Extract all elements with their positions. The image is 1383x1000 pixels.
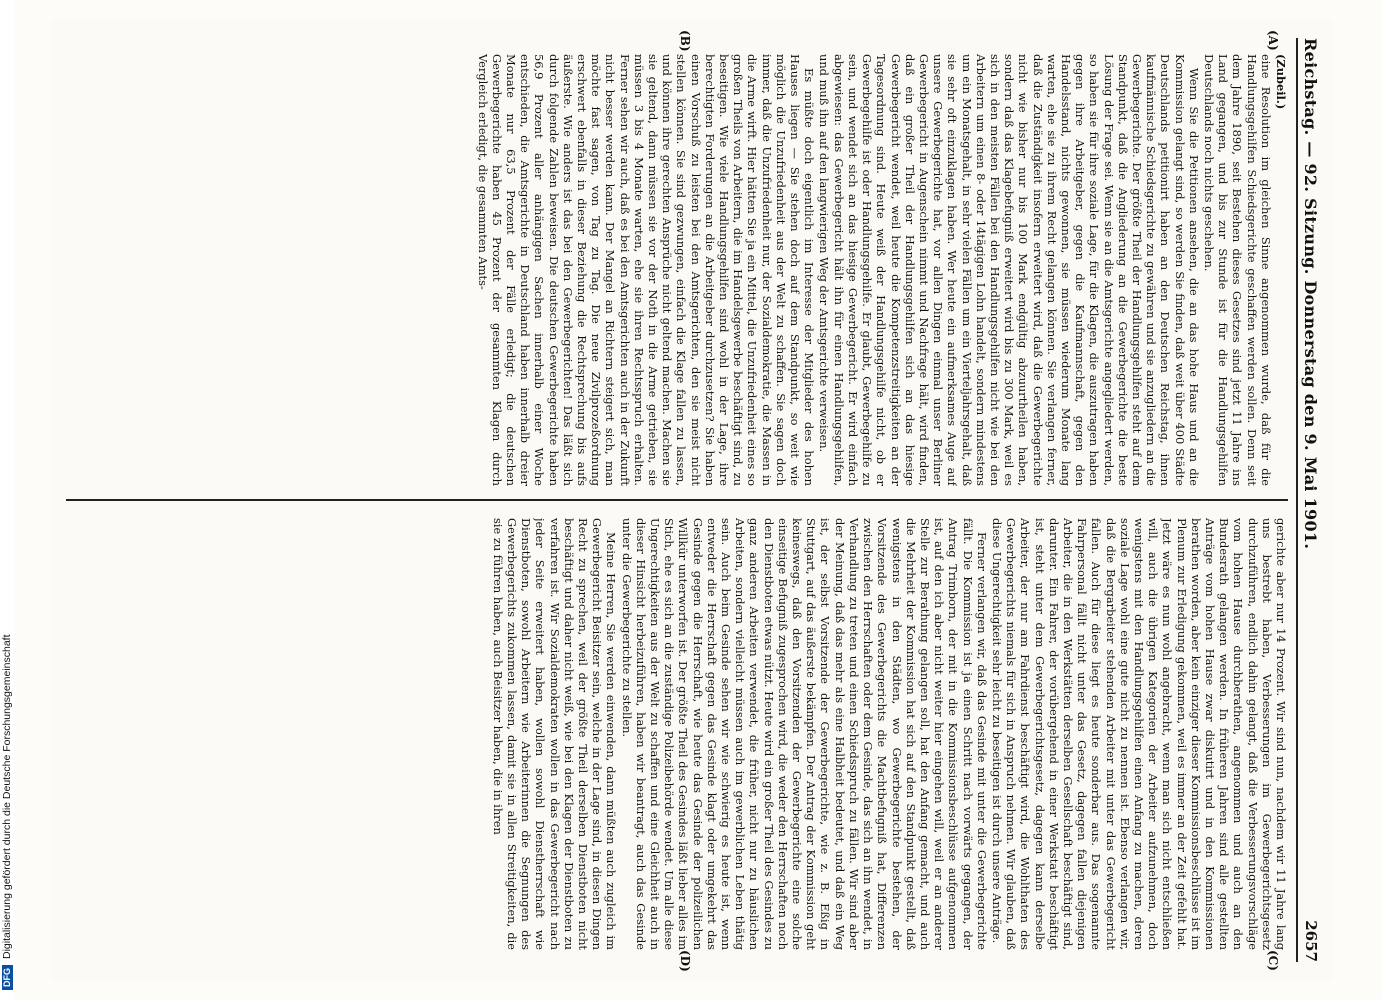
margin-marker-d: (D) (677, 950, 692, 972)
funding-text: Digitalisierung gefördert durch die Deutsche Forschungsgemeinschaft (1, 634, 13, 959)
page-title: Reichstag. — 92. Sitzung. Donnerstag den 9. Mai 1901. (1301, 38, 1320, 550)
left-column (66, 54, 1288, 486)
margin-marker-a: (A) (1265, 30, 1280, 51)
column-divider (66, 499, 1288, 501)
footer-strip (0, 0, 14, 1000)
right-column (66, 518, 1288, 950)
paragraph: Ferner verlangen wir, daß das Gesinde mit unter die Gewerbegerichte fällt. Die Kommission ist ja einen Schritt nach vorwärts gegangen, der Antrag Trimborn, der mit in die Kommissionsbeschlüsse aufgenommen ist, auf den ich aber nicht weiter hier eingehen will, weil er an anderer Stelle zur Berathung gelangen soll, hat den Anfang gemacht, und auch die Mehrheit der Kommission hat sich auf den Standpunkt gestellt, daß wenigstens in den Städten, wo Gewerbegerichte bestehen, der Vorsitzende des Gewerbegerichts die Machtbefugniß hat, Differenzen zwischen den Herrschaften oder dem Gesinde, das sich an ihn wendet, in Verhandlung zu treten und einen Schiedsspruch zu fällen. Wir sind aber der Meinung, daß das mehr als eine Halbheit bedeutet, und daß ein Weg ist, der selbst Vorsitzende der Gewerbegerichte, wie z. B. Eßig in Stuttgart, auf das äußerste bekämpfen. Der Antrag der Kommission geht keineswegs, daß den Vorsitzenden der Gewerbegerichte eine solche einseitige Befugniß zugesprochen wird, die weder den Herrschaften noch den Dienstboten etwas nützt. Heute wird ein großer Theil des Gesindes zu ganz anderen Arbeiten verwendet, die früher, nicht nur zu häuslichen Arbeiten, sondern vielleicht müssen auch im gewerblichen Leben thätig sein. Auch beim Gesinde sehen wir wie schwierig es heute ist, wenn entweder die Herrschaft gegen das Gesinde klagt oder umgekehrt das Gesinde gegen die Herrschaft, wie heute das Gesinde der polizeilichen Willkür unterworfen ist. Der größte Theil des Gesindes läßt lieber alles im Stich, ehe es sich an die zuständige Polizeibehörde wendet. Um alle diese Ungerechtigkeiten aus der Welt zu schaffen und eine Gleichheit auch in dieser Hinsicht herbeizuführen, haben wir beantragt, auch das Gesinde unter die Gewerbegerichte zu stellen. (619, 518, 989, 950)
margin-marker-b: (B) (677, 30, 692, 52)
margin-marker-c: (C) (1265, 950, 1280, 971)
paragraph: gerichte aber nur 14 Prozent. Wir sind nun, nachdem wir 11 Jahre lang uns bestrebt haben, Verbesserungen im Gewerbegerichtsgesetz durchzuführen, endlich dahin gelangt, daß die Verbesserungsvorschläge vom hohen Hause durchberathen, angenommen und auch an den Bundesrath gelangen werden. In früheren Jahren sind alle gestellten Anträge vom hohen Hause zwar diskutirt und in den Kommissionen berathen worden, aber kein einziger dieser Kommissionsbeschlüsse ist im Plenum zur Erledigung gekommen, weil es immer an der Zeit gefehlt hat. Jetzt wäre es nun wohl angebracht, wenn man sich nicht entschließen will, auch die übrigen Kategorien der Arbeiter aufzunehmen, doch wenigstens mit den Handlungsgehilfen einen Anfang zu machen, deren soziale Lage wohl eine gute nicht zu nennen ist. Ebenso verlangen wir, daß die Bergarbeiter stehenden Arbeiter mit unter das Gewerbegericht fallen. Auch für diese liegt es heute sonderbar aus. Das sogenannte Fahrpersonal fällt nicht unter das Gesetz, dagegen fallen diejenigen Arbeiter, die in den Werkstätten derselben Gesellschaft beschäftigt sind, darunter. Ein Fahrer, der vorübergehend in einer Werkstatt beschäftigt ist, steht unter dem Gewerbegerichtsgesetz, dagegen kann derselbe Arbeiter, der nur am Fahrdienst beschäftigt wird, die Wohlthaten des Gewerbegerichts niemals für sich in Anspruch nehmen. Wir glauben, daß diese Ungerechtigkeit sehr leicht zu beseitigen ist durch unsere Anträge. (989, 518, 1288, 950)
funding-note (0, 0, 14, 1000)
paragraph: Wenn Sie die Petitionen ansehen, die an das hohe Haus und an die Kommission gelangt sind, so werden Sie finden, daß weit über 400 Städte Deutschlands petitionirt haben an den Deutschen Reichstag, ihnen kaufmännische Schiedsgerichte zu gewähren und sie anzugliedern an die Gewerbegerichte. Der größte Theil der Handlungsgehilfen steht auf dem Standpunkt, daß die Angliederung an die Gewerbegerichte die beste Lösung der Frage sei. Wenn sie an die Amtsgerichte angegliedert werden, so haben sie für ihre soziale Lage, für die Klagen, die auszutragen haben gegen ihre Arbeitgeber, gegen die Kaufmannschaft, gegen den Handelsstand, nichts gewonnen, sie müssen wiederum Monate lang warten, ehe sie zu ihrem Recht gelangen können. Sie verlangen ferner, daß die Zuständigkeit insofern erweitert wird, daß die Gewerbegerichte nicht wie bisher nur bis 100 Mark endgültig abzuurtheilen haben, sondern daß das Klagebefugniß erweitert wird bis zu 300 Mark, weil es sich in den meisten Fällen bei den Handlungsgehilfen nicht wie bei den Arbeitern um einen 8- oder 14tägigen Lohn handelt, sondern mindestens um ein Monatsgehalt, in sehr vielen Fällen um ein Vierteljahrsgehalt, daß sie sehr oft einzuklagen haben. Wer heute ein aufmerksames Auge auf unsere Gewerbegerichte hat, vor allen Dingen einmal unser Berliner Gewerbegericht in Augenschein nimmt und Nachfrage hält, wird finden, daß ein großer Theil der Handlungsgehilfen sich an das hiesige Gewerbegericht wendet, weil heute die Kompetenzstreitigkeiten an der Tagesordnung sind. Heute weiß der Handlungsgehilfe nicht, ob er Gewerbegehilfe ist oder Handlungsgehilfe. Er glaubt, Gewerbegehilfe zu sein, und wendet sich an das hiesige Gewerbegericht. Er wird einfach abgewiesen: das Gewerbegericht hält ihn für einen Handlungsgehilfen, und muß ihn auf den langwierigen Weg der Amtsgerichte verweisen. (817, 54, 1201, 486)
paragraph: eine Resolution im gleichen Sinne angenommen wurde, daß für die Handlungsgehilfen Schiedsgerichte geschaffen werden sollen. Denn seit dem Jahre 1890, seit Bestehen dieses Gesetzes sind jetzt 11 Jahre ins Land gegangen, und bis zur Stunde ist für die Handlungsgehilfen Deutschlands noch nichts geschehen. (1201, 54, 1273, 486)
dfg-logo: DFG (2, 965, 13, 990)
speaker-tag: (Zubeil.) (1273, 54, 1288, 110)
page-header (1296, 38, 1324, 962)
page-number: 2657 (1301, 920, 1320, 962)
paragraph: Es müßte doch eigentlich im Interesse der Mitglieder des hohen Hauses liegen — Sie stehen doch auf dem Standpunkt, so weit wie möglich die Unzufriedenheit aus der Welt zu schaffen. Sie sagen doch immer, daß die Unzufriedenheit nur, der Sozialdemokratie, die Massen in die Arme wirft. Hier hätten Sie ja ein Mittel, die Unzufriedenheit eines so großen Theils von Arbeitern, die im Handelsgewerbe beschäftigt sind, zu beseitigen. Wie viele Handlungsgehilfen sind wohl in der Lage, ihre berechtigten Forderungen an die Arbeitgeber durchzusetzen? Sie haben einen Vorschuß zu leisten bei den Amtsgerichten, den sie meist nicht stellen können. Sie sind gezwungen, einfach die Klage fallen zu lassen, und können ihre gerechten Ansprüche nicht geltend machen. Machen sie sie geltend, dann müssen sie vor der Noth in die Arme getrieben, sie müssen 3 bis 4 Monate warten, ehe sie ihren Rechtsspruch erhalten. Ferner sehen wir auch, daß es bei den Amtsgerichten auch in der Zukunft nicht besser werden kann. Der Mangel an Richtern steigert sich, man möchte fast sagen, von Tag zu Tag. Die neue Zivilprozeßordnung erschwert ebenfalls in dieser Beziehung die Rechtsprechung bis aufs äußerste. Wie anders ist das bei den Gewerbegerichten! Das läßt sich durch folgende Zahlen beweisen. Die deutschen Gewerbegerichte haben 56,9 Prozent aller anhängigen Sachen innerhalb einer Woche entschieden, die Amtsgerichte in Deutschland haben innerhalb dreier Monate nur 63,5 Prozent der Fälle erledigt; die deutschen Gewerbegerichte haben 45 Prozent der gesammten Klagen durch Vergleich erledigt, die gesammten Amts- (475, 54, 816, 486)
paragraph: Meine Herren, Sie werden einwenden, dann müßten auch zugleich im Gewerbegericht Beisitzer sein, welche in der Lage sind, in diesen Dingen Recht zu sprechen, weil der größte Theil derselben Dienstboten nicht beschäftigt und daher nicht weiß, wie bei den Klagen der Dienstboten zu verfahren ist. Wir Sozialdemokraten wollen in das Gewerbegericht nach jeder Seite erweitert haben, wollen sowohl Dienstherrschaft wie Dienstboten, sowohl Arbeitern wie Arbeiterinnen die Segnungen des Gewerbegerichts zukommen lassen, damit sie in allen Streitigkeiten, die sie zu führen haben, auch Beisitzer haben, die in ihren (490, 518, 618, 950)
newspaper-page (52, 20, 1332, 980)
